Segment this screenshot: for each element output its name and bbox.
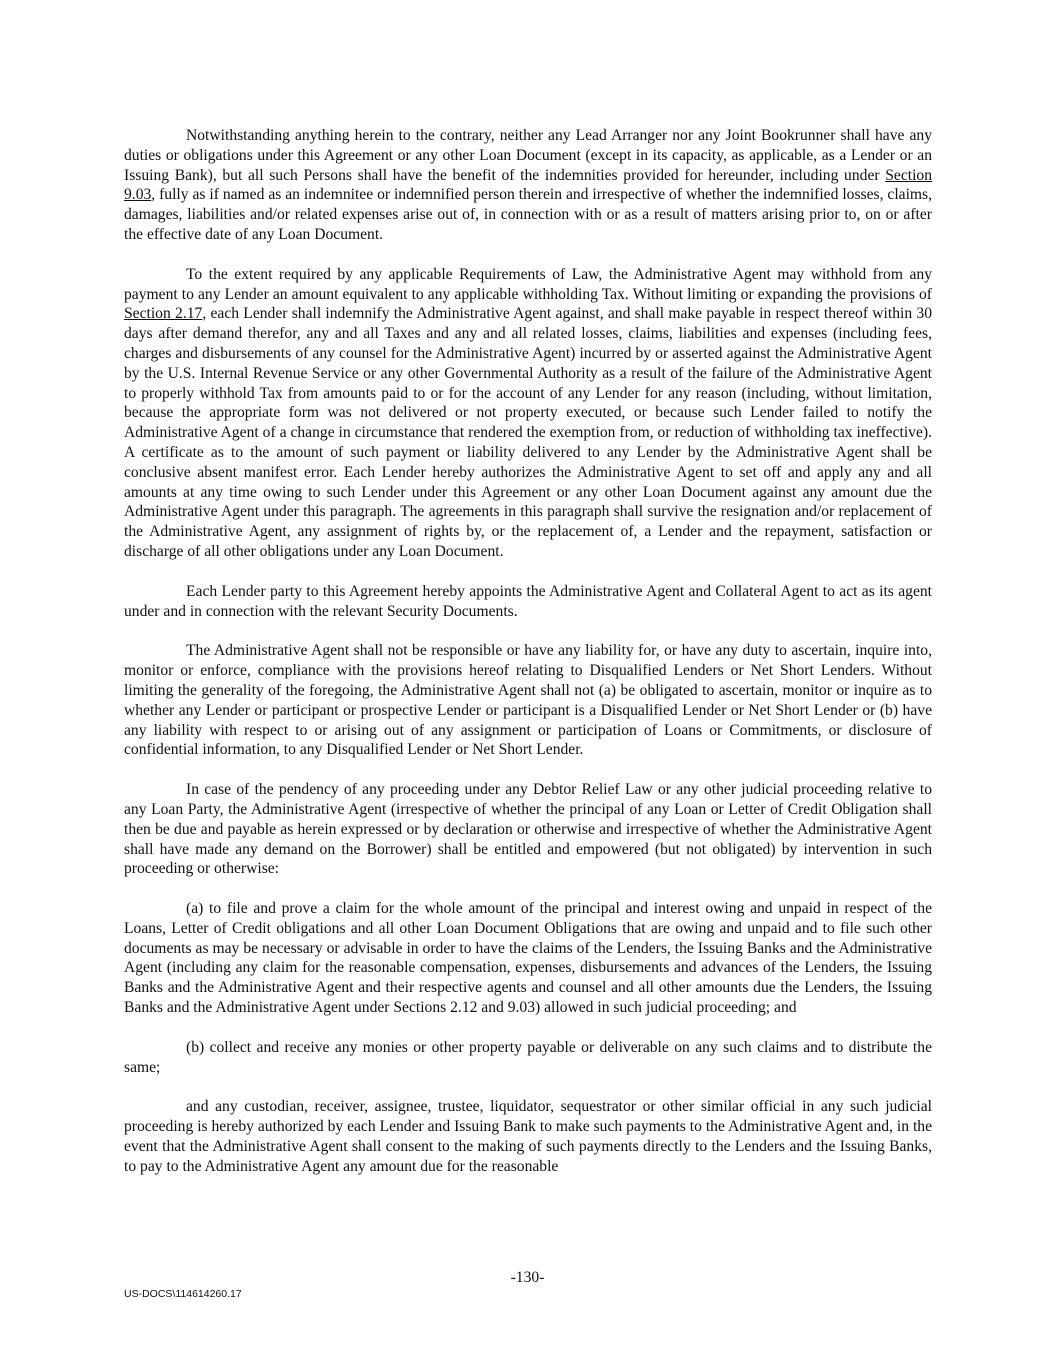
paragraph-withholding-tax: [124, 265, 932, 562]
paragraph-debtor-relief: In case of the pendency of any proceeding under any Debtor Relief Law or any other judicial proceeding relative to any Loan Party, the Administrative Agent (irrespective of whether the principal of any Loan or Letter of Credit Obligation shall then be due and payable as herein expressed or by declaration or otherwise and irrespective of whether the Administrative Agent shall have made any demand on the Borrower) shall be entitled and empowered (but not obligated) by intervention in such proceeding or otherwise:: [124, 781, 932, 878]
paragraph-text: , fully as if named as an indemnitee or indemnified person therein and irrespective of whether the indemnified losses, claims, damages, liabilities and/or related expenses arise out of, in connection with or as a result of matters arising prior to, on or after the effective date of any Loan Document.: [124, 186, 932, 243]
paragraph-disqualified-lenders: The Administrative Agent shall not be responsible or have any liability for, or have any duty to ascertain, inquire into, monitor or enforce, compliance with the provisions hereof relating to Disqualified Lenders or Net Short Lenders. Without limiting the generality of the foregoing, the Administrative Agent shall not (a) be obligated to ascertain, monitor or inquire as to whether any Lender or participant or prospective Lender or participant is a Disqualified Lender or Net Short Lender or (b) have any liability with respect to or arising out of any assignment or participation of Loans or Commitments, or disclosure of confidential information, to any Disqualified Lender or Net Short Lender.: [124, 642, 932, 759]
document-body: [124, 126, 932, 1197]
page-number: -130-: [510, 1269, 545, 1286]
section-reference: Section 2.17: [124, 305, 203, 323]
paragraph-text: To the extent required by any applicable Requirements of Law, the Administrative Agent may withhold from any payment to any Lender an amount equivalent to any applicable withholding Tax. Without limiting or expanding the provisions of: [124, 265, 932, 303]
paragraph-custodian: and any custodian, receiver, assignee, trustee, liquidator, sequestrator or other similar official in any such judicial proceeding is hereby authorized by each Lender and Issuing Bank to make such payments to the Administrative Agent and, in the event that the Administrative Agent shall consent to the making of such payments directly to the Lenders and the Issuing Banks, to pay to the Administrative Agent any amount due for the reasonable: [124, 1098, 932, 1175]
paragraph-clause-b: (b) collect and receive any monies or other property payable or deliverable on any such claims and to distribute the same;: [124, 1038, 932, 1076]
section-reference: Section 9.03: [124, 166, 932, 204]
paragraph-clause-a: (a) to file and prove a claim for the whole amount of the principal and interest owing and unpaid in respect of the Loans, Letter of Credit obligations and all other Loan Document Obligations that are owing and unpaid and to file such other documents as may be necessary or advisable in order to have the claims of the Lenders, the Issuing Banks and the Administrative Agent (including any claim for the reasonable compensation, expenses, disbursements and advances of the Lenders, the Issuing Banks and the Administrative Agent and their respective agents and counsel and all other amounts due the Lenders, the Issuing Banks and the Administrative Agent under Sections 2.12 and 9.03) allowed in such judicial proceeding; and: [124, 900, 932, 1017]
paragraph-security-documents: Each Lender party to this Agreement hereby appoints the Administrative Agent and Collateral Agent to act as its agent under and in connection with the relevant Security Documents.: [124, 582, 932, 620]
paragraph-text: , each Lender shall indemnify the Administrative Agent against, and shall make payable in respect thereof within 30 days after demand therefor, any and all Taxes and any and all related losses, claims, liabilities and expenses (including fees, charges and disbursements of any counsel for the Administrative Agent) incurred by or asserted against the Administrative Agent by the U.S. Internal Revenue Service or any other Governmental Authority as a result of the failure of the Administrative Agent to properly withhold Tax from amounts paid to or for the account of any Lender for any reason (including, without limitation, because the appropriate form was not delivered or not property executed, or because such Lender failed to notify the Administrative Agent of a change in circumstance that rendered the exemption from, or reduction of withholding tax ineffective). A certificate as to the amount of such payment or liability delivered to any Lender by the Administrative Agent shall be conclusive absent manifest error. Each Lender hereby authorizes the Administrative Agent to set off and apply any and all amounts at any time owing to such Lender under this Agreement or any other Loan Document against any amount due the Administrative Agent under this paragraph. The agreements in this paragraph shall survive the resignation and/or replacement of the Administrative Agent, any assignment of rights by, or the replacement of, a Lender and the repayment, satisfaction or discharge of all other obligations under any Loan Document.: [124, 305, 933, 560]
paragraph-lead-arranger: [124, 126, 932, 245]
document-id: US-DOCS\114614260.17: [124, 1288, 242, 1300]
paragraph-text: Notwithstanding anything herein to the contrary, neither any Lead Arranger nor any Joint Bookrunner shall have any duties or obligations under this Agreement or any other Loan Document (except in its capacity, as applicable, as a Lender or an Issuing Bank), but all such Persons shall have the benefit of the indemnities provided for hereunder, including under: [124, 127, 932, 184]
